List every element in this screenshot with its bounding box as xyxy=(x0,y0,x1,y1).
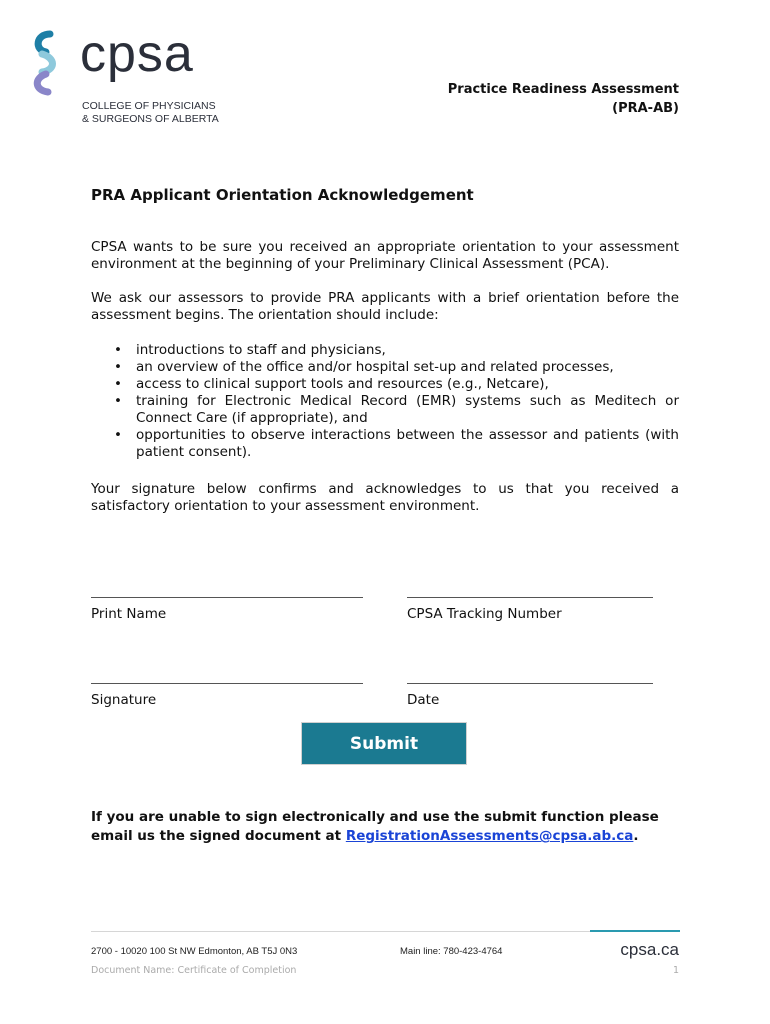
orientation-paragraph: We ask our assessors to provide PRA applicants with a brief orientation before the assessment begins. The orientation should include: xyxy=(91,290,679,323)
header-title-line2: (PRA-AB) xyxy=(612,101,679,116)
date-label: Date xyxy=(407,692,440,708)
header-title-line1: Practice Readiness Assessment xyxy=(447,82,679,97)
print-name-line[interactable] xyxy=(91,597,363,598)
email-note-text: If you are unable to sign electronically and use the submit function please email us the signed document at xyxy=(91,809,659,844)
signature-label: Signature xyxy=(91,692,157,708)
logo-subtitle xyxy=(82,100,219,126)
print-name-field[interactable] xyxy=(91,597,363,622)
email-note-end: . xyxy=(633,828,639,844)
submit-button[interactable]: Submit xyxy=(301,722,467,765)
tracking-number-field[interactable] xyxy=(407,597,653,622)
email-link[interactable]: RegistrationAssessments@cpsa.ab.ca xyxy=(345,828,634,844)
page-number: 1 xyxy=(672,965,679,976)
cpsa-logo-mark-icon xyxy=(28,30,68,96)
list-item: • an overview of the office and/or hospital set-up and related processes, xyxy=(91,359,679,376)
list-item: • opportunities to observe interactions between the assessor and patients (with patient consent). xyxy=(91,427,679,461)
list-item: • introductions to staff and physicians, xyxy=(91,342,679,359)
footer-document-name: Document Name: Certificate of Completion xyxy=(91,965,297,976)
logo-subtitle-line1: COLLEGE OF PHYSICIANS xyxy=(82,100,216,112)
print-name-label: Print Name xyxy=(91,606,167,622)
intro-paragraph: CPSA wants to be sure you received an appropriate orientation to your assessment environment at the beginning of your Preliminary Clinical Assessment (PCA). xyxy=(91,239,679,272)
date-line[interactable] xyxy=(407,683,653,684)
signature-field[interactable] xyxy=(91,683,363,708)
footer-accent-divider xyxy=(590,930,680,932)
email-note xyxy=(91,808,691,846)
document-title: PRA Applicant Orientation Acknowledgement xyxy=(91,186,474,204)
footer-main-line: Main line: 780-423-4764 xyxy=(400,946,503,957)
tracking-number-label: CPSA Tracking Number xyxy=(407,606,562,622)
footer-address: 2700 - 10020 100 St NW Edmonton, AB T5J 0N3 xyxy=(91,946,298,957)
list-item: • training for Electronic Medical Record (EMR) systems such as Meditech or Connect Care (if appropriate), and xyxy=(91,393,679,427)
date-field[interactable] xyxy=(407,683,653,708)
logo-wordmark: cpsa xyxy=(80,25,194,83)
footer-site: cpsa.ca xyxy=(620,940,679,959)
header-title xyxy=(448,80,679,118)
list-item: • access to clinical support tools and resources (e.g., Netcare), xyxy=(91,376,679,393)
orientation-list xyxy=(91,342,679,461)
signature-paragraph: Your signature below confirms and acknowledges to us that you received a satisfactory orientation to your assessment environment. xyxy=(91,481,679,514)
signature-line[interactable] xyxy=(91,683,363,684)
tracking-number-line[interactable] xyxy=(407,597,653,598)
logo-subtitle-line2: & SURGEONS OF ALBERTA xyxy=(82,113,219,125)
